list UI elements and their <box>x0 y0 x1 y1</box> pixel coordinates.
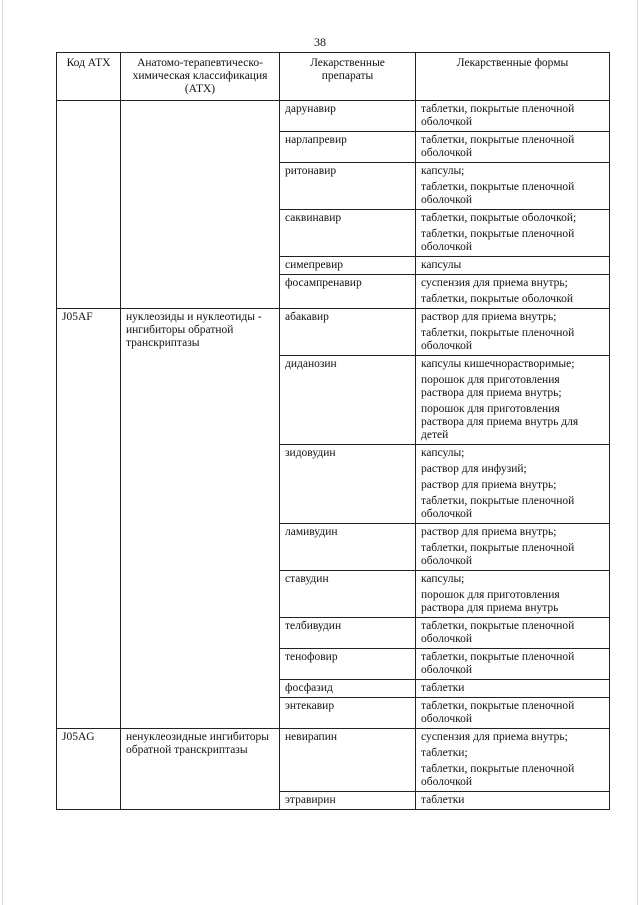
dosage-form-item: раствор для приема внутрь; <box>421 479 557 491</box>
dosage-forms-cell <box>416 618 610 649</box>
header-code: Код АТХ <box>57 53 121 101</box>
dosage-form-item: капсулы кишечнорастворимые; <box>421 358 575 370</box>
scan-edge-right <box>637 0 638 905</box>
dosage-form-item: таблетки, покрытые пленочной оболочкой <box>421 651 575 676</box>
atx-code-cell: J05AG <box>57 729 121 810</box>
drug-name-cell: энтекавир <box>280 698 416 729</box>
table-header-row <box>57 53 610 101</box>
drug-name-cell: зидовудин <box>280 445 416 524</box>
dosage-form-item: капсулы; <box>421 165 465 177</box>
page-number: 38 <box>314 35 326 49</box>
dosage-form-item: таблетки, покрытые пленочной оболочкой <box>421 327 575 352</box>
drug-name-cell: этравирин <box>280 792 416 810</box>
drug-name-cell: ритонавир <box>280 163 416 210</box>
dosage-form-item: таблетки, покрытые пленочной оболочкой <box>421 134 575 159</box>
table-body <box>57 101 610 810</box>
scan-edge-left <box>2 0 3 905</box>
dosage-form-item: порошок для приготовления раствора для приема внутрь <box>421 589 560 614</box>
dosage-form-item: таблетки, покрытые пленочной оболочкой <box>421 181 575 206</box>
dosage-forms-cell <box>416 649 610 680</box>
drug-name-cell: диданозин <box>280 356 416 445</box>
dosage-forms-cell <box>416 729 610 792</box>
dosage-form-item: раствор для приема внутрь; <box>421 311 557 323</box>
dosage-forms-cell <box>416 792 610 810</box>
classification-cell: нуклеозиды и нуклеотиды - ингибиторы обратной транскриптазы <box>121 309 280 729</box>
header-drugs: Лекарственные препараты <box>280 53 416 101</box>
drug-name-cell: фосампренавир <box>280 275 416 309</box>
drug-name-cell: дарунавир <box>280 101 416 132</box>
dosage-form-item: раствор для приема внутрь; <box>421 526 557 538</box>
drug-name-cell: саквинавир <box>280 210 416 257</box>
dosage-form-item: таблетки, покрытые пленочной оболочкой <box>421 763 575 788</box>
dosage-form-item: порошок для приготовления раствора для приема внутрь для детей <box>421 403 579 441</box>
header-classification: Анатомо-терапевтическо-химическая классификация (АТХ) <box>121 53 280 101</box>
classification-cell: ненуклеозидные ингибиторы обратной транскриптазы <box>121 729 280 810</box>
dosage-forms-cell <box>416 680 610 698</box>
dosage-forms-cell <box>416 571 610 618</box>
dosage-form-item: таблетки <box>421 794 465 806</box>
dosage-form-item: таблетки, покрытые пленочной оболочкой <box>421 495 575 520</box>
atx-table <box>56 52 610 810</box>
table-row <box>57 729 610 792</box>
classification-cell <box>121 101 280 309</box>
dosage-forms-cell <box>416 698 610 729</box>
dosage-form-item: капсулы; <box>421 447 465 459</box>
dosage-forms-cell <box>416 309 610 356</box>
drug-name-cell: ламивудин <box>280 524 416 571</box>
table-row <box>57 309 610 356</box>
dosage-forms-cell <box>416 210 610 257</box>
drug-name-cell: телбивудин <box>280 618 416 649</box>
drug-name-cell: абакавир <box>280 309 416 356</box>
dosage-form-item: таблетки; <box>421 747 468 759</box>
dosage-forms-cell <box>416 257 610 275</box>
dosage-form-item: суспензия для приема внутрь; <box>421 277 568 289</box>
dosage-form-item: таблетки, покрытые оболочкой <box>421 293 573 305</box>
dosage-form-item: таблетки, покрытые пленочной оболочкой <box>421 700 575 725</box>
table-row <box>57 101 610 132</box>
dosage-form-item: раствор для инфузий; <box>421 463 527 475</box>
drug-name-cell: ставудин <box>280 571 416 618</box>
dosage-form-item: порошок для приготовления раствора для приема внутрь; <box>421 374 562 399</box>
drug-name-cell: фосфазид <box>280 680 416 698</box>
dosage-form-item: таблетки, покрытые пленочной оболочкой <box>421 103 575 128</box>
dosage-form-item: таблетки, покрытые пленочной оболочкой <box>421 542 575 567</box>
drug-name-cell: невирапин <box>280 729 416 792</box>
dosage-form-item: таблетки, покрытые пленочной оболочкой <box>421 228 575 253</box>
header-forms: Лекарственные формы <box>416 53 610 101</box>
drug-name-cell: нарлапревир <box>280 132 416 163</box>
atx-code-cell <box>57 101 121 309</box>
dosage-forms-cell <box>416 163 610 210</box>
drug-name-cell: тенофовир <box>280 649 416 680</box>
dosage-form-item: суспензия для приема внутрь; <box>421 731 568 743</box>
dosage-forms-cell <box>416 275 610 309</box>
dosage-form-item: капсулы; <box>421 573 465 585</box>
drug-name-cell: симепревир <box>280 257 416 275</box>
dosage-forms-cell <box>416 132 610 163</box>
dosage-form-item: таблетки, покрытые оболочкой; <box>421 212 577 224</box>
dosage-forms-cell <box>416 524 610 571</box>
dosage-form-item: капсулы <box>421 259 462 271</box>
dosage-forms-cell <box>416 356 610 445</box>
dosage-form-item: таблетки, покрытые пленочной оболочкой <box>421 620 575 645</box>
atx-code-cell: J05AF <box>57 309 121 729</box>
dosage-forms-cell <box>416 101 610 132</box>
dosage-form-item: таблетки <box>421 682 465 694</box>
dosage-forms-cell <box>416 445 610 524</box>
